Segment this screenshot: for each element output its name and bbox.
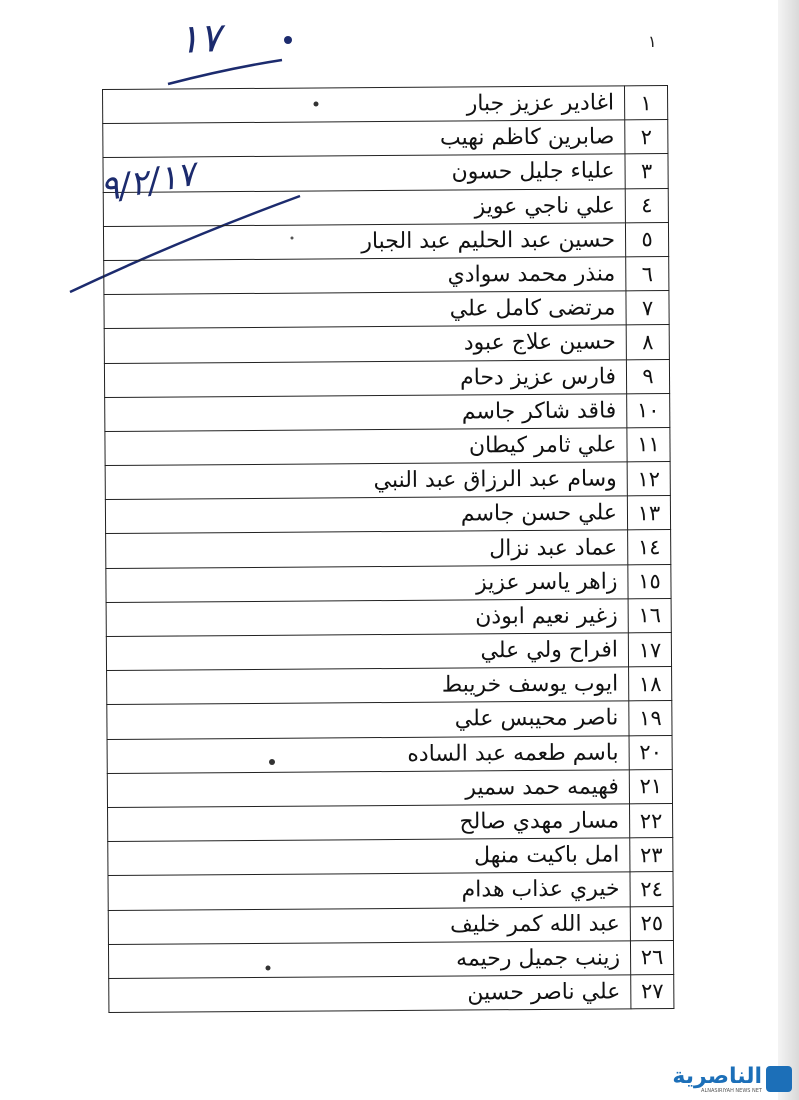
table-row — [103, 222, 668, 260]
row-number: ١٩ — [629, 701, 672, 735]
person-name: عبد الله كمر خليف — [108, 906, 630, 944]
person-name: علي ناصر حسين — [109, 975, 631, 1013]
table-row — [103, 86, 668, 124]
table-row — [108, 872, 673, 910]
table-row — [104, 325, 669, 363]
person-name: علي ناجي عويز — [103, 188, 625, 226]
person-name: فارس عزيز دحام — [104, 359, 626, 397]
row-number: ٢٧ — [631, 974, 674, 1008]
row-number: ٨ — [626, 325, 669, 359]
table-row — [107, 735, 672, 773]
person-name: فاقد شاكر جاسم — [105, 394, 627, 432]
person-name: زغير نعيم ابوذن — [106, 599, 628, 637]
person-name: علي حسن جاسم — [105, 496, 627, 534]
row-number: ١٤ — [628, 530, 671, 564]
person-name: زينب جميل رحيمه — [108, 941, 630, 979]
table-row — [104, 291, 669, 329]
row-number: ٢ — [625, 120, 668, 154]
row-number: ٩ — [626, 359, 669, 393]
person-name: خيري عذاب هدام — [108, 872, 630, 910]
person-name: باسم طعمه عبد الساده — [107, 735, 629, 773]
row-number: ٥ — [625, 222, 668, 256]
person-name: صابرين كاظم نهيب — [103, 120, 625, 158]
table-row — [106, 598, 671, 636]
table-row — [104, 256, 669, 294]
person-name: مرتضى كامل علي — [104, 291, 626, 329]
person-name: حسين عبد الحليم عبد الجبار — [103, 223, 625, 261]
table-row — [105, 427, 670, 465]
table-row — [108, 940, 673, 978]
row-number: ١٣ — [627, 496, 670, 530]
row-number: ٢٤ — [630, 872, 673, 906]
person-name: حسين علاج عبود — [104, 325, 626, 363]
person-name: افراح ولي علي — [106, 633, 628, 671]
logo-emblem-icon — [766, 1066, 792, 1092]
person-name: ايوب يوسف خريبط — [107, 667, 629, 705]
row-number: ٦ — [626, 256, 669, 290]
person-name: وسام عبد الرزاق عبد النبي — [105, 462, 627, 500]
row-number: ٢٥ — [630, 906, 673, 940]
row-number: ٢١ — [629, 769, 672, 803]
ink-dot — [284, 36, 292, 44]
table-row — [108, 838, 673, 876]
table-row — [104, 359, 669, 397]
person-name: مسار مهدي صالح — [108, 804, 630, 842]
table-row — [106, 530, 671, 568]
table-row — [103, 120, 668, 158]
table-row — [108, 803, 673, 841]
person-name: علياء جليل حسون — [103, 154, 625, 192]
row-number: ٤ — [625, 188, 668, 222]
page-number: ١ — [648, 32, 657, 51]
table-row — [107, 701, 672, 739]
person-name: منذر محمد سوادي — [104, 257, 626, 295]
row-number: ٢٠ — [629, 735, 672, 769]
table-row — [107, 667, 672, 705]
person-name: زاهر ياسر عزيز — [106, 564, 628, 602]
person-name: فهيمه حمد سمير — [107, 770, 629, 808]
table-row — [106, 564, 671, 602]
row-number: ١ — [624, 86, 667, 120]
table-row — [106, 633, 671, 671]
logo-text: الناصرية — [672, 1064, 762, 1089]
person-name: اغادير عزيز جبار — [103, 86, 625, 124]
underline-stroke — [168, 60, 282, 84]
row-number: ١٠ — [627, 393, 670, 427]
table-row — [105, 393, 670, 431]
table-row — [107, 769, 672, 807]
names-table — [102, 85, 674, 1013]
row-number: ٣ — [625, 154, 668, 188]
logo-subtext: ALNASIRIYAH NEWS NET — [701, 1088, 762, 1094]
row-number: ١١ — [627, 427, 670, 461]
table-row — [105, 462, 670, 500]
row-number: ١٢ — [627, 462, 670, 496]
row-number: ١٨ — [629, 667, 672, 701]
handwritten-count: ١٧ — [176, 14, 223, 64]
table-row — [108, 906, 673, 944]
handwritten-date: ٩/٢/١٧ — [97, 153, 199, 211]
person-name: عماد عبد نزال — [106, 530, 628, 568]
row-number: ١٧ — [628, 633, 671, 667]
person-name: علي ثامر كيطان — [105, 428, 627, 466]
watermark-logo — [668, 1062, 794, 1094]
row-number: ٢٦ — [630, 940, 673, 974]
row-number: ١٥ — [628, 564, 671, 598]
person-name: امل باكيت منهل — [108, 838, 630, 876]
row-number: ٢٢ — [630, 803, 673, 837]
row-number: ٧ — [626, 291, 669, 325]
table-row — [105, 496, 670, 534]
table-row — [109, 974, 674, 1012]
person-name: ناصر محيبس علي — [107, 701, 629, 739]
row-number: ٢٣ — [630, 838, 673, 872]
row-number: ١٦ — [628, 598, 671, 632]
